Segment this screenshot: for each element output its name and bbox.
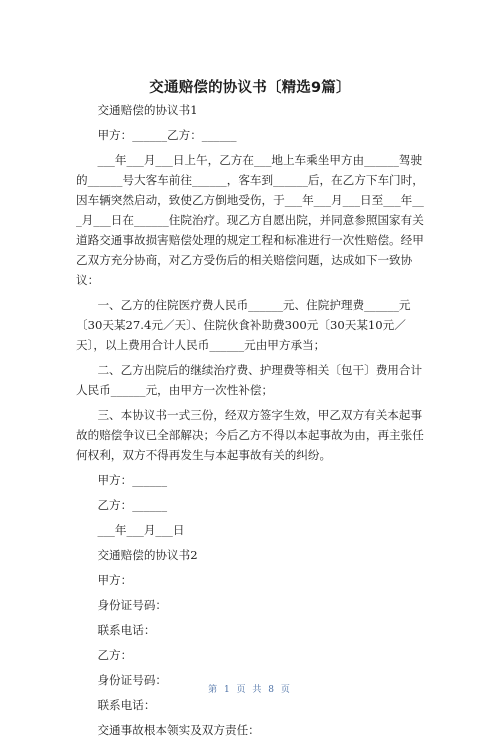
section-heading-2: 交通赔偿的协议书2 <box>97 548 198 562</box>
party-line: 甲方：______乙方：______ <box>97 128 237 142</box>
document-body <box>76 100 426 740</box>
paragraph-incident: ___年___月___日上午，乙方在___地上车乘坐甲方由______驾驶的______号大客车前往______，客车到______后，在乙方下车门时，因车辆突然启动，致使乙方倒地受伤，于___年___月___日至___年___月___日在______住院治疗。现乙方自愿出院，并同意参照国家有关道路交通事故损害赔偿处理的规定工程和标准进行一次性赔偿。经甲乙双方充分协商，对乙方受伤后的相关赔偿问题，达成如下一致协议： <box>76 153 424 287</box>
document-title: 交通赔偿的协议书〔精选9篇〕 <box>149 80 351 96</box>
party-b-id-label: 身份证号码： <box>97 673 168 687</box>
party-a-phone-label: 联系电话： <box>97 623 156 637</box>
signature-party-a: 甲方：______ <box>97 473 168 487</box>
page-number-footer: 第 1 页 共 8 页 <box>208 685 292 695</box>
party-a-label: 甲方： <box>97 573 133 587</box>
party-a-id-label: 身份证号码： <box>97 598 168 612</box>
signature-party-b: 乙方：______ <box>97 498 168 512</box>
section-heading-1: 交通赔偿的协议书1 <box>97 103 198 117</box>
clause-2: 二、乙方出院后的继续治疗费、护理费等相关〔包干〕费用合计人民币______元，由甲方一次性补偿； <box>76 363 423 397</box>
clause-3: 三、本协议书一式三份，经双方签字生效，甲乙双方有关本起事故的赔偿争议已全部解决；今后乙方不得以本起事故为由，再主张任何权利，双方不得再发生与本起事故有关的纠纷。 <box>76 408 424 462</box>
signature-date: ___年___月___日 <box>97 523 185 537</box>
party-b-label: 乙方： <box>97 648 133 662</box>
clause-1: 一、乙方的住院医疗费人民币______元、住院护理费______元〔30天某27.4元／天〕、住院伙食补助费300元〔30天某10元／天〕，以上费用合计人民币______元由甲方承当； <box>76 298 411 352</box>
party-b-phone-label: 联系电话： <box>97 698 156 712</box>
facts-and-liability-heading: 交通事故根本领实及双方责任： <box>97 723 260 737</box>
